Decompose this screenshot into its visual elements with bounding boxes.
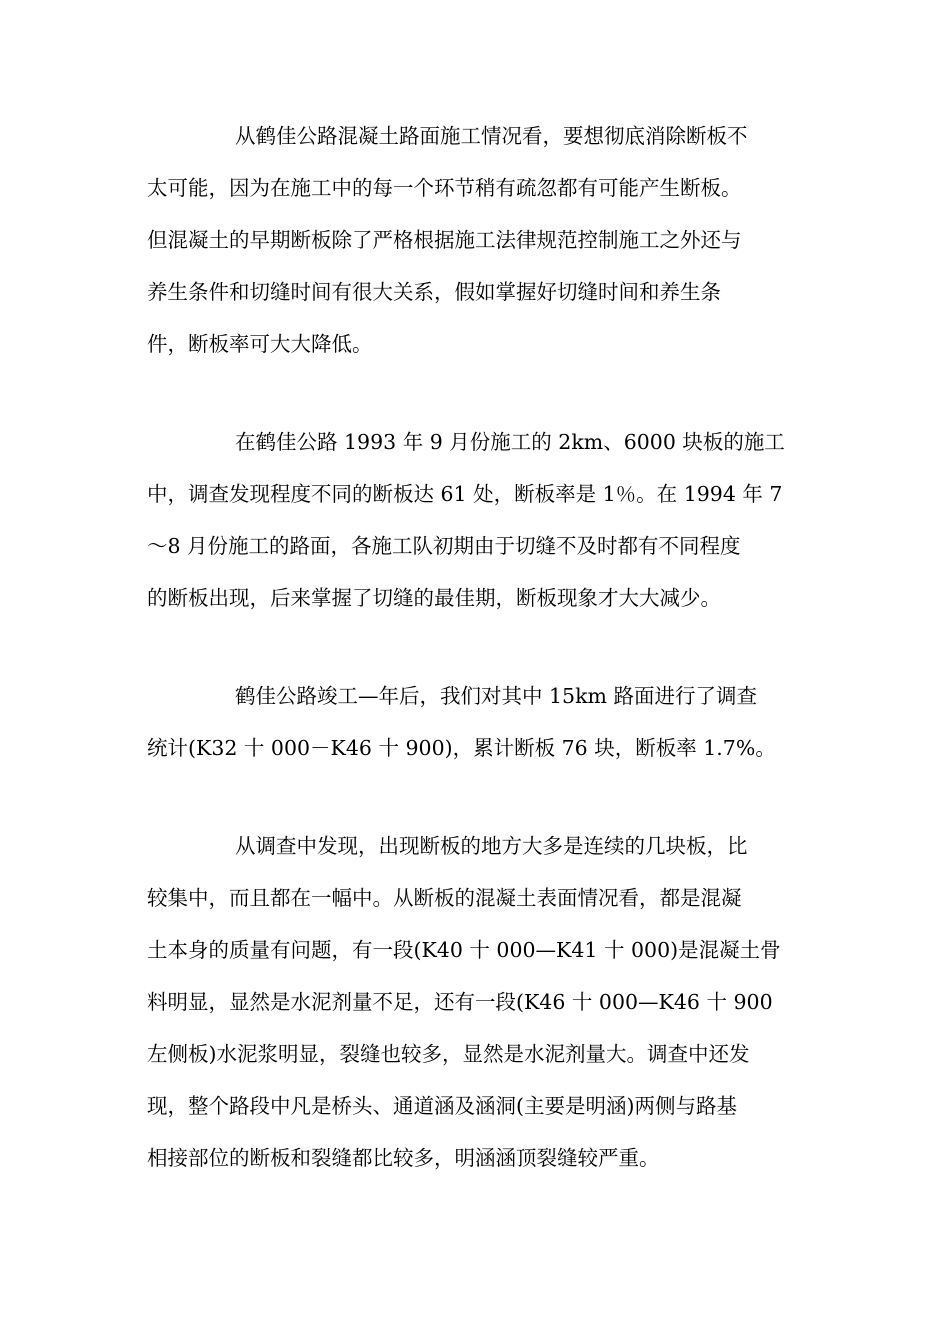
paragraph-line: 从调查中发现，出现断板的地方大多是连续的几块板，比 <box>235 834 748 858</box>
paragraph-line: 太可能，因为在施工中的每一个环节稍有疏忽都有可能产生断板。 <box>147 176 742 200</box>
paragraph-line: 土本身的质量有问题，有一段(K40 十 000—K41 十 000)是混凝土骨 <box>147 938 781 962</box>
paragraph-line: 相接部位的断板和裂缝都比较多，明涵涵顶裂缝较严重。 <box>147 1146 660 1170</box>
paragraph-line: 现，整个路段中凡是桥头、通道涵及涵洞(主要是明涵)两侧与路基 <box>147 1094 737 1118</box>
paragraph-line: 左侧板)水泥浆明显，裂缝也较多，显然是水泥剂量大。调查中还发 <box>147 1042 750 1066</box>
paragraph-line: ～8 月份施工的路面，各施工队初期由于切缝不及时都有不同程度 <box>147 534 741 558</box>
paragraph-line: 料明显，显然是水泥剂量不足，还有一段(K46 十 000—K46 十 900 <box>147 990 773 1014</box>
paragraph-line: 统计(K32 十 000－K46 十 900)，累计断板 76 块，断板率 1.7%。 <box>147 736 776 760</box>
paragraph-line: 在鹤佳公路 1993 年 9 月份施工的 2km、6000 块板的施工 <box>235 430 785 454</box>
paragraph-line: 但混凝土的早期断板除了严格根据施工法律规范控制施工之外还与 <box>147 228 742 252</box>
paragraph-line: 的断板出现，后来掌握了切缝的最佳期，断板现象才大大减少。 <box>147 586 721 610</box>
paragraph-line: 较集中，而且都在一幅中。从断板的混凝土表面情况看，都是混凝 <box>147 886 742 910</box>
paragraph-line: 从鹤佳公路混凝土路面施工情况看，要想彻底消除断板不 <box>235 124 748 148</box>
paragraph-line: 鹤佳公路竣工—年后，我们对其中 15km 路面进行了调查 <box>235 684 757 708</box>
paragraph-line: 件，断板率可大大降低。 <box>147 332 373 356</box>
paragraph-line: 中，调查发现程度不同的断板达 61 处，断板率是 1％。在 1994 年 7 <box>147 482 783 506</box>
paragraph-line: 养生条件和切缝时间有很大关系，假如掌握好切缝时间和养生条 <box>147 280 721 304</box>
